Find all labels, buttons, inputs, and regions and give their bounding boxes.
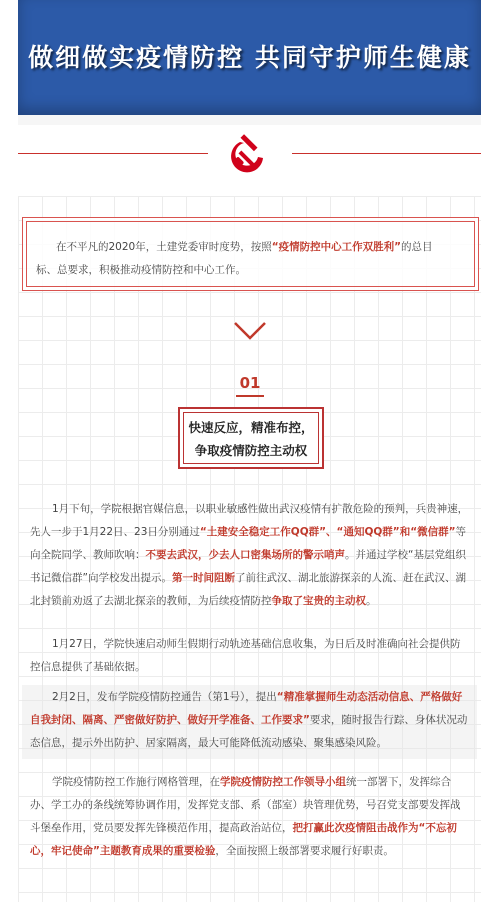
section-title-line2: 争取疫情防控主动权 <box>194 443 308 458</box>
banner-bottom-strip <box>18 115 481 125</box>
banner-title: 做细做实疫情防控 共同守护师生健康 <box>28 43 471 72</box>
chevron-down-icon <box>233 320 267 342</box>
hammer-sickle-icon <box>225 128 273 176</box>
paragraph-3: 2月2日，发布学院疫情防控通告（第1号），提出“精准掌握师生动态活动信息、严格做好自我封闭、隔离、严密做好防护、做好开学准备、工作要求”要求，随时报告行踪、身体状况动态信息，提示外出防护、居家隔离，最大可能降低流动感染、聚集感染风险。 <box>30 691 468 749</box>
intro-paragraph: 在不平凡的2020年，土建党委审时度势，按照“疫情防控中心工作双胜利”的总目标、总要求，积极推动疫情防控和中心工作。 <box>36 241 433 276</box>
section-title-frame <box>178 407 324 469</box>
header-banner <box>18 0 481 115</box>
section-title-line1: 快速反应，精准布控， <box>188 420 314 435</box>
section-number-underline <box>236 395 264 397</box>
divider-right <box>292 153 481 154</box>
divider-left <box>18 153 208 154</box>
paragraph-2: 1月27日，学院快速启动师生假期行动轨迹基础信息收集，为日后及时准确向社会提供防控信息提供了基础依据。 <box>30 638 461 673</box>
paragraph-1: 1月下旬，学院根据官媒信息，以职业敏感性做出武汉疫情有扩散危险的预判，兵贵神速，先人一步于1月22日、23日分别通过“土建安全稳定工作QQ群”、“通知QQ群”和“微信群”等向全院同学、教师吹响：不要去武汉，少去人口密集场所的警示哨声。并通过学校“基层党组织书记微信群”向学校发出提示。第一时间阻断了前往武汉、湖北旅游探亲的人流、赶在武汉、湖北封锁前劝返了去湖北探亲的教师，为后续疫情防控争取了宝贵的主动权。 <box>30 503 469 607</box>
section-number: 01 <box>239 374 261 392</box>
paragraph-4: 学院疫情防控工作施行网格管理，在学院疫情防控工作领导小组统一部署下，发挥综合办、学工办的条线统筹协调作用，发挥党支部、系（部室）块管理优势，号召党支部要发挥战斗堡垒作用，党员要发挥先锋模范作用，提高政治站位，把打赢此次疫情阻击战作为“不忘初心，牢记使命”主题教育成果的重要检验，全面按照上级部署要求履行好职责。 <box>30 776 461 857</box>
